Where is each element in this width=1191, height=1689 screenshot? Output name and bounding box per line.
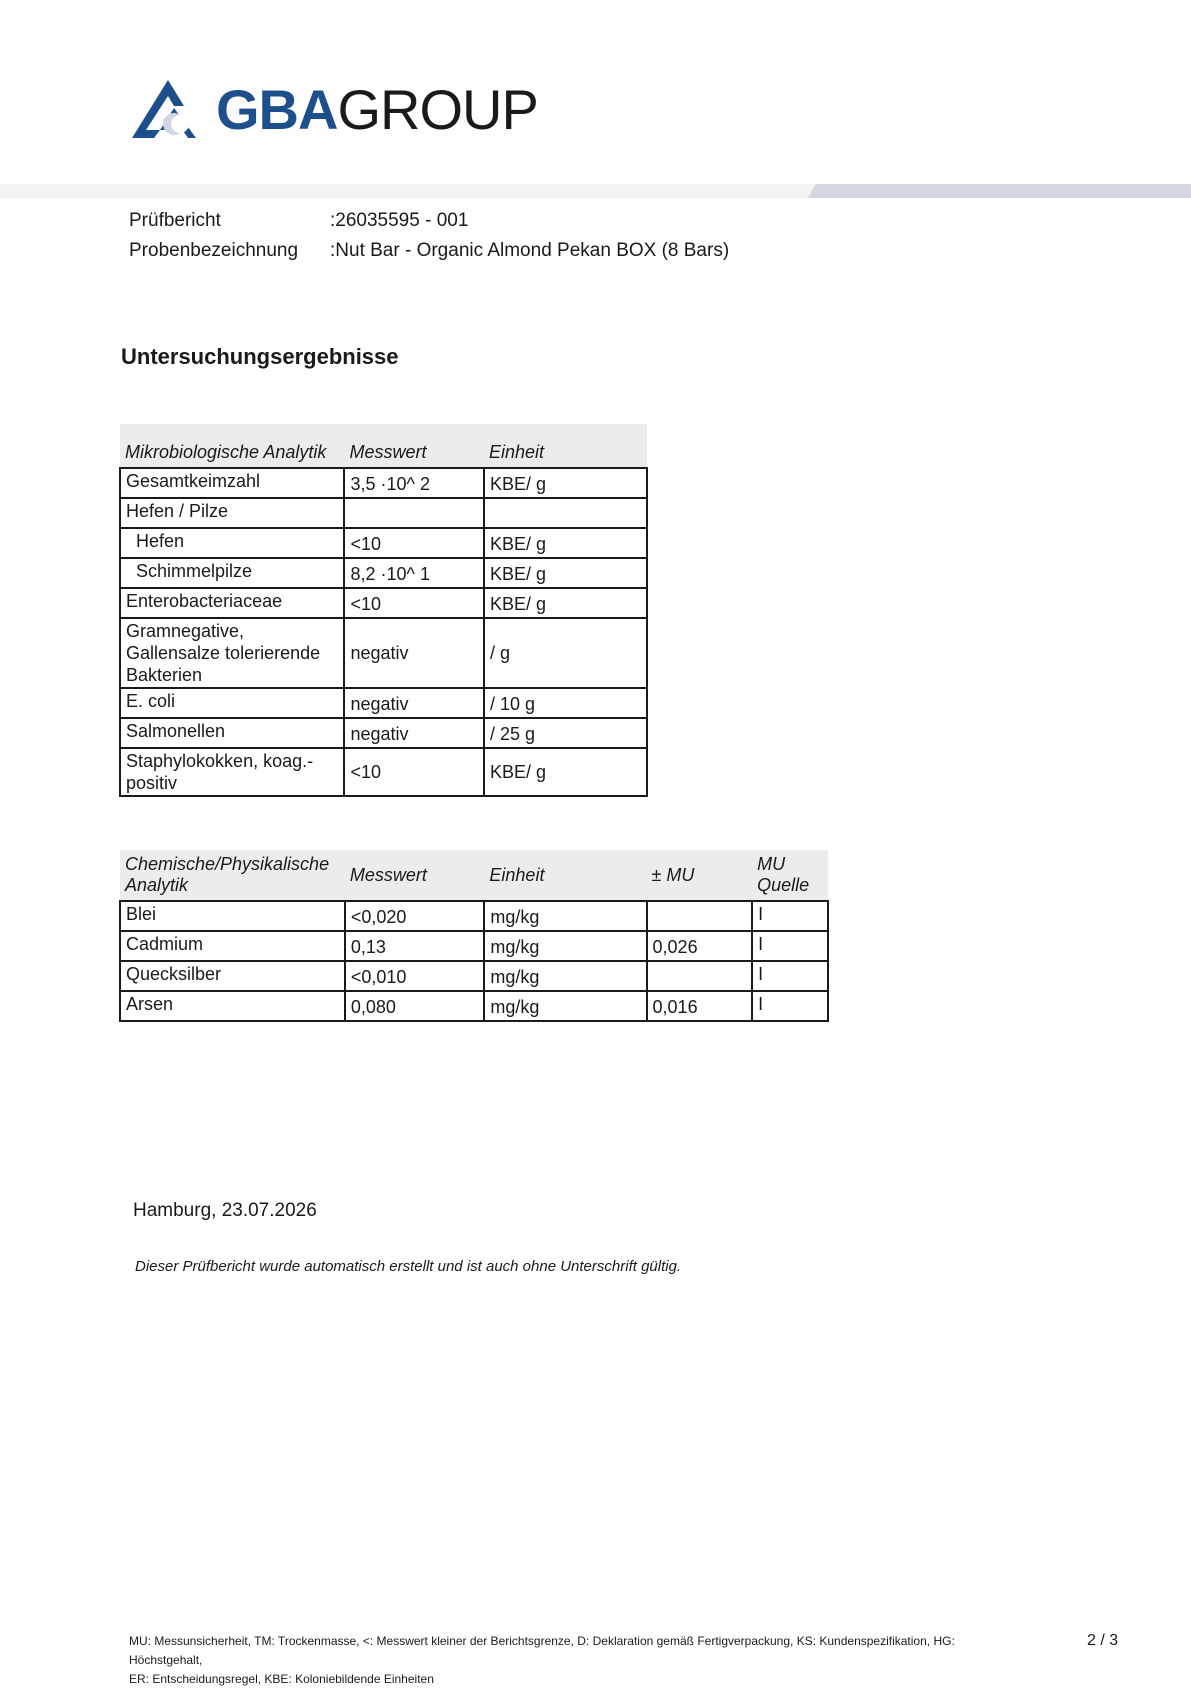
chem-header-value: Messwert <box>345 850 485 901</box>
logo-wordmark: GBAGROUP <box>216 78 538 141</box>
unit-value: / 10 g <box>484 688 647 718</box>
gba-mountain-icon <box>130 78 210 140</box>
table-row <box>120 528 647 558</box>
analyte-name: Blei <box>120 901 345 931</box>
chem-header-mu-source: MU Quelle <box>752 850 828 901</box>
analyte-name: Schimmelpilze <box>120 558 344 588</box>
unit-value: KBE/ g <box>484 558 647 588</box>
unit-value: KBE/ g <box>484 468 647 498</box>
chem-header-mu: ± MU <box>647 850 753 901</box>
page-number: 2 / 3 <box>1087 1632 1119 1649</box>
unit-value: / g <box>484 618 647 688</box>
mu-source-value: I <box>752 991 828 1021</box>
analyte-name: Cadmium <box>120 931 345 961</box>
measured-value: 3,5 ·10^ 2 <box>344 468 483 498</box>
table-row <box>120 558 647 588</box>
measured-value <box>344 498 483 528</box>
unit-value: / 25 g <box>484 718 647 748</box>
mu-source-value: I <box>752 931 828 961</box>
footer-legend-line: MU: Messunsicherheit, TM: Trockenmasse, <: Messwert kleiner der Berichtsgrenze, D: Deklaration gemäß Fertigverpackung, KS: Kundenspezifikation, HG: Höchstgehalt, <box>129 1634 955 1667</box>
chem-header-analysis: Chemische/Physikalische Analytik <box>120 850 345 901</box>
report-number-label: Prüfbericht <box>129 210 221 231</box>
table-row <box>120 688 647 718</box>
measured-value: 0,080 <box>345 991 485 1021</box>
chem-results-table <box>119 850 829 1022</box>
table-row <box>120 468 647 498</box>
measured-value: <10 <box>344 748 483 796</box>
mu-value <box>647 961 753 991</box>
table-row <box>120 748 647 796</box>
measured-value: negativ <box>344 618 483 688</box>
analyte-name: Arsen <box>120 991 345 1021</box>
table-row <box>120 931 828 961</box>
micro-header-unit: Einheit <box>484 424 647 468</box>
mu-value: 0,026 <box>647 931 753 961</box>
mu-value: 0,016 <box>647 991 753 1021</box>
unit-value: KBE/ g <box>484 528 647 558</box>
micro-header-value: Messwert <box>344 424 483 468</box>
table-row <box>120 498 647 528</box>
analyte-name: Hefen / Pilze <box>120 498 344 528</box>
analyte-name: Staphylokokken, koag.-positiv <box>120 748 344 796</box>
table-row <box>120 901 828 931</box>
unit-value: mg/kg <box>484 901 646 931</box>
mu-source-value: I <box>752 901 828 931</box>
measured-value: <0,010 <box>345 961 485 991</box>
sample-label: Probenbezeichnung <box>129 240 299 261</box>
measured-value: negativ <box>344 688 483 718</box>
place-date: Hamburg, 23.07.2026 <box>133 1200 317 1221</box>
table-row <box>120 961 828 991</box>
unit-value: KBE/ g <box>484 588 647 618</box>
measured-value: <10 <box>344 528 483 558</box>
measured-value: <10 <box>344 588 483 618</box>
micro-header-analysis: Mikrobiologische Analytik <box>120 424 344 468</box>
analyte-name: Gramnegative, Gallensalze tolerierende Bakterien <box>120 618 344 688</box>
header-band <box>0 184 1191 198</box>
unit-value: mg/kg <box>484 931 646 961</box>
table-row <box>120 618 647 688</box>
auto-generated-note: Dieser Prüfbericht wurde automatisch erstellt und ist auch ohne Unterschrift gültig. <box>135 1258 682 1275</box>
table-row <box>120 991 828 1021</box>
section-title: Untersuchungsergebnisse <box>121 344 399 369</box>
mu-value <box>647 901 753 931</box>
unit-value <box>484 498 647 528</box>
footer-legend <box>129 1632 1009 1689</box>
analyte-name: Enterobacteriaceae <box>120 588 344 618</box>
analyte-name: E. coli <box>120 688 344 718</box>
analyte-name: Salmonellen <box>120 718 344 748</box>
table-row <box>120 588 647 618</box>
micro-results-table <box>119 424 648 797</box>
table-row <box>120 718 647 748</box>
analyte-name: Gesamtkeimzahl <box>120 468 344 498</box>
unit-value: mg/kg <box>484 991 646 1021</box>
measured-value: 8,2 ·10^ 1 <box>344 558 483 588</box>
measured-value: 0,13 <box>345 931 485 961</box>
analyte-name: Quecksilber <box>120 961 345 991</box>
measured-value: <0,020 <box>345 901 485 931</box>
sample-value: :Nut Bar - Organic Almond Pekan BOX (8 Bars) <box>330 240 730 261</box>
unit-value: KBE/ g <box>484 748 647 796</box>
unit-value: mg/kg <box>484 961 646 991</box>
mu-source-value: I <box>752 961 828 991</box>
report-number-value: :26035595 - 001 <box>330 210 469 231</box>
gba-logo <box>130 76 560 142</box>
footer-legend-line: ER: Entscheidungsregel, KBE: Koloniebildende Einheiten <box>129 1672 434 1686</box>
measured-value: negativ <box>344 718 483 748</box>
analyte-name: Hefen <box>120 528 344 558</box>
chem-header-unit: Einheit <box>484 850 646 901</box>
